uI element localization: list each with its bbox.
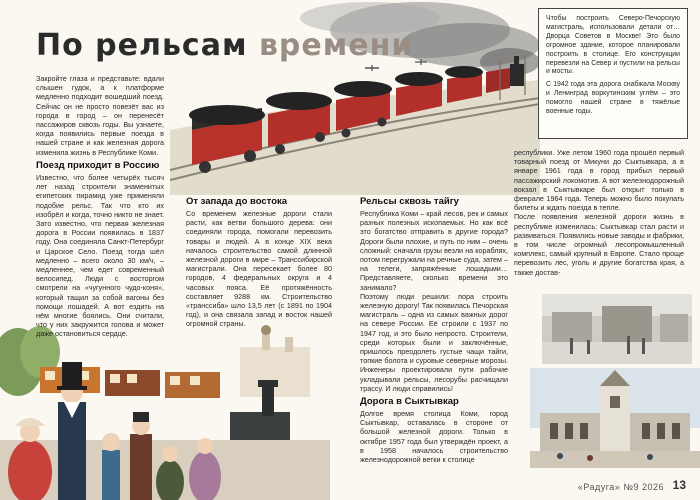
- section-text-russia: Известно, что более четырёх тысяч лет назад строители знаменитых египетских пирамид уже применяли подобие рельс. Так что кто их изобрёл и когда, точно никто не знает. Зато известно, что первая железная дорога в России появилась в 1837 году. Она соединяла Санкт-Петербург и Царское Село. Поезд тогда шёл медленно – всего около 30 км/ч, – медленнее, чем едет современный велосипед. Люди с восторгом смотрели на «чугунного чудо-коня», который тащил за собой вагоны без помощи лошадей. А вот ездить на нём многие боялись. Они считали, что у них закружится голова и может даже остановиться сердце.: [36, 173, 164, 339]
- page-number: 13: [672, 478, 686, 492]
- magazine-footer: «Радуга» №9 2026: [577, 482, 664, 492]
- section-heading-taiga: Рельсы сквозь тайгу: [360, 196, 459, 207]
- section-text-continued: республики. Уже летом 1960 года прошёл первый товарный поезд от Микуни до Сыктывкара, а в январе 1961 года в город прибыл первый пассажирский локомотив. А вот железнодорожный вокзал в Сыктывкаре был открыт только в феврале 1964 года. Теперь можно было покупать билеты и ждать поезда в тепле. После появления железной дороги жизнь в республике изменилась: Сыктывкар стал расти и развиваться. Появились новые заводы и фабрики, в том числе огромный лесопромышленный комплекс, самый крупный в Европе. Стало проще перевозить лес, уголь и другие богатства края, а также достав-: [514, 148, 684, 277]
- fact-box-text-1: Чтобы построить Северо-Печорскую магистраль, использовали детали от… Дворца Советов в Москве! Это было огромное здание, которое планировали построить в столице. Его конструкции перевезли на Север и пустили на рельсы и мосты.: [546, 15, 680, 76]
- title-part1: По рельсам: [36, 28, 248, 63]
- section-heading-west-east: От запада до востока: [186, 196, 288, 207]
- section-heading-syktyvkar: Дорога в Сыктывкар: [360, 396, 459, 407]
- section-heading-russia: Поезд приходит в Россию: [36, 160, 160, 171]
- intro-text: Закройте глаза и представьте: вдали слышен гудок, а к платформе медленно подходит вошедший поезд. Сейчас он не просто повезёт вас из города в город – он перенесёт пассажиров сквозь годы. Вы узнаете, когда появились первые поезда в нашей стране и как железная дорога изменила жизнь в Республике Коми.: [36, 74, 164, 157]
- section-text-west-east: Со временем железные дороги стали расти, как ветви большого дерева: они соединяли города, помогали перевозить товары и людей. А в конце XIX века началось строительство самой длинной железной дороги в мире – Транссибирской магистрали. Она пересекает более 80 городов, 4 федеральных округа и 4 часовых пояса. Её протяжённость составляет 9288 км. Строительство «транссиба» шло 13,5 лет (с 1891 по 1904 год), и она связала запад и восток нашей огромной страны.: [186, 209, 332, 329]
- title-part2: времени: [258, 28, 414, 63]
- section-text-taiga: Республика Коми – край лесов, рек и самых разных полезных ископаемых. Но как всё это богатство отправить в другие города? Дороги были плохие, и путь по ним – очень сложный: сначала грузы везли на кораблях, потом перегружали на речные суда, затем – на телеги, запряжённые лошадьми… Представляете, сколько времени это занимало? Поэтому люди решили: пора строить железную дорогу! Так появилась Печорская магистраль – одна из самых важных дорог на севере России. Её строили с 1937 по 1947 год, и это было непросто. Строители, среди которых были и заключённые, пришлось преодолеть густые чащи тайги, топкие болота и суровые северные морозы. Инженеры проектировали пути рабочие укладывали рельсы, лесорубы расчищали трассу. И люди справились!: [360, 209, 508, 393]
- fact-box-text-2: С 1942 года эта дорога снабжала Москву и Ленинград воркутинским углём – это помогло нашей стране в тяжёлые военные годы.: [546, 81, 680, 116]
- fact-box: [538, 8, 688, 139]
- section-text-syktyvkar: Долгое время столица Коми, город Сыктывкар, оставалась в стороне от большой железной дороги. Только в октябре 1957 года был утверждён проект, а в 1958 началось строительство железнодорожной ветки к столице: [360, 409, 508, 465]
- station-crowd-illustration: [0, 322, 330, 500]
- station-building-illustration: [530, 368, 700, 468]
- page-title: [36, 28, 413, 63]
- historic-photo: [542, 294, 692, 364]
